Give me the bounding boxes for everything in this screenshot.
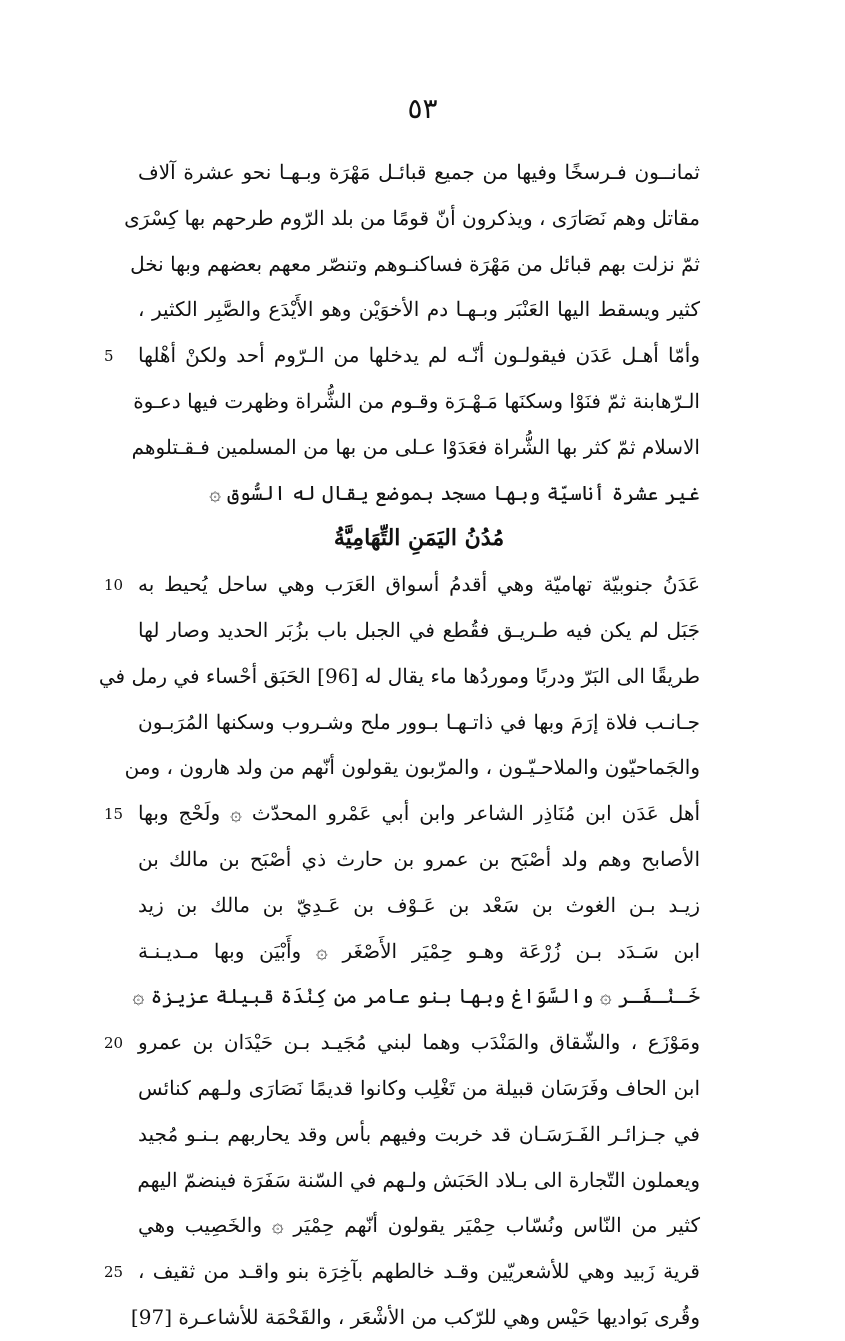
text-line: كثير ويسقط اليها العَنْبَر وبـهـا دم الأخوَيْن وهو الأَيْدَع والصَّبِر الكثير ، (138, 297, 700, 322)
line-number: 5 (104, 347, 114, 366)
text-line: الاسلام ثمّ كثر بها الشُّراة فعَدَوْا عـلى من بها من المسلمين فـقـتلوهم (131, 434, 700, 459)
text-line: ابن سَـدَد بـن زُرْعَة وهـو حِمْيَر الأَصْغَر ۞ وأَبْيَن وبها مـديـنـة (138, 938, 700, 963)
text-line: غير عشرة أناسيّة وبها مسجد بموضع يقال له السُّوق ۞ (209, 480, 700, 505)
text-line: وقُرى بَواديها حَيْس وهي للرّكب من الأشْعَر ، والقَحْمَة للأشاعـرة [97] (130, 1304, 700, 1329)
text-line: ثمانــون فـرسخًا وفيها من جميع قبائـل مَهْرَة وبـهـا نحو عشرة آلاف (138, 160, 700, 184)
text-line: عَدَنُ جنوبيّة تهاميّة وهي أقدمُ أسواق العَرَب وهي ساحل يُحيط به (138, 572, 701, 597)
text-line: الأصابح وهم ولد أصْبَح بن عمرو بن حارث ذي أصْبَح بن مالك بن (138, 846, 700, 871)
text-line: كثير من النّاس ونُسّاب حِمْيَر يقولون أنّهم حِمْيَر ۞ والخَصِيب وهي (138, 1213, 700, 1238)
line-number: 15 (104, 805, 124, 824)
text-line: والجَماحيّون والملاحـيّـون ، والمرّبون يقولون أنّهم من ولد هارون ، ومن (124, 755, 700, 780)
text-line: ويعملون التّجارة الى بـلاد الحَبَش ولـهم في السّنة سَفَرَة فينضمّ اليهم (137, 1167, 700, 1192)
text-line: الـرّهابنة ثمّ فنَوْا وسكنَها مَـهْـرَة وقـوم من الشُّراة وظهرت فيها دعـوة (133, 388, 700, 413)
text-line: جَبَل لم يكن فيه طـريـق فقُطع في الجبل باب بزُبَر الحديد وصار لها (138, 617, 700, 642)
text-line: قرية زَبيد وهي للأشعريّين وقـد خالطهم بآخِرَة بنو واقـد من ثقيف ، (138, 1259, 700, 1284)
line-number: 10 (104, 576, 124, 595)
text-line: زيـد بـن الغوث بن سَعْد بن عَـوْف بن عَـدِيّ بن مالك بن زيد (138, 892, 700, 917)
text-line: خَـنْـفَـر ۞ والسَّوَاغ وبها بنو عامر من كِنْدَة قبيلة عزيزة ۞ (132, 984, 700, 1009)
section-heading: مُدُنُ اليَمَنِ التِّهَامِيَّةُ (333, 525, 505, 552)
text-line: مقاتل وهم نَصَارَى ، ويذكرون أنّ قومًا من بلد الرّوم طرحهم بها كِسْرَى (124, 205, 700, 230)
text-line: وأمّا أهـل عَدَن فيقولـون أنّـه لم يدخلها من الـرّوم أحد ولكنْ أهْلها (138, 343, 700, 368)
page-number: ٥٣ (407, 92, 438, 125)
text-line: طريقًا الى البَرّ ودربًا وموردُها ماء يقال له [96] الحَبَق أحْساء في رمل في (98, 663, 700, 688)
text-line: في جـزائـر الفَـرَسَـان قد خربت وفيهم بأس وقد يحاربهم بـنـو مُجيد (138, 1121, 700, 1146)
line-number: 20 (104, 1034, 124, 1053)
text-line: ومَوْزَع ، والشّقاق والمَنْدَب وهما لبني مُجَيـد بـن حَيْدَان بن عمرو (138, 1030, 700, 1055)
text-line: ابن الحاف وفَرَسَان قبيلة من تَغْلِب وكانوا قديمًا نَصَارَى ولـهم كنائس (138, 1075, 700, 1100)
text-line: جـانـب فلاة إرَمَ وبها في ذاتـهـا بـوور ملح وشـروب وسكنها المُرَبـون (138, 709, 700, 734)
line-number: 25 (104, 1263, 124, 1282)
text-line: أهل عَدَن ابن مُنَاذِر الشاعر وابن أبي عَمْرو المحدّث ۞ ولَحْج وبها (138, 801, 700, 826)
text-line: ثمّ نزلت بهم قبائل من مَهْرَة فساكنـوهم وتنصّر معهم بعضهم وبها نخل (130, 251, 700, 276)
